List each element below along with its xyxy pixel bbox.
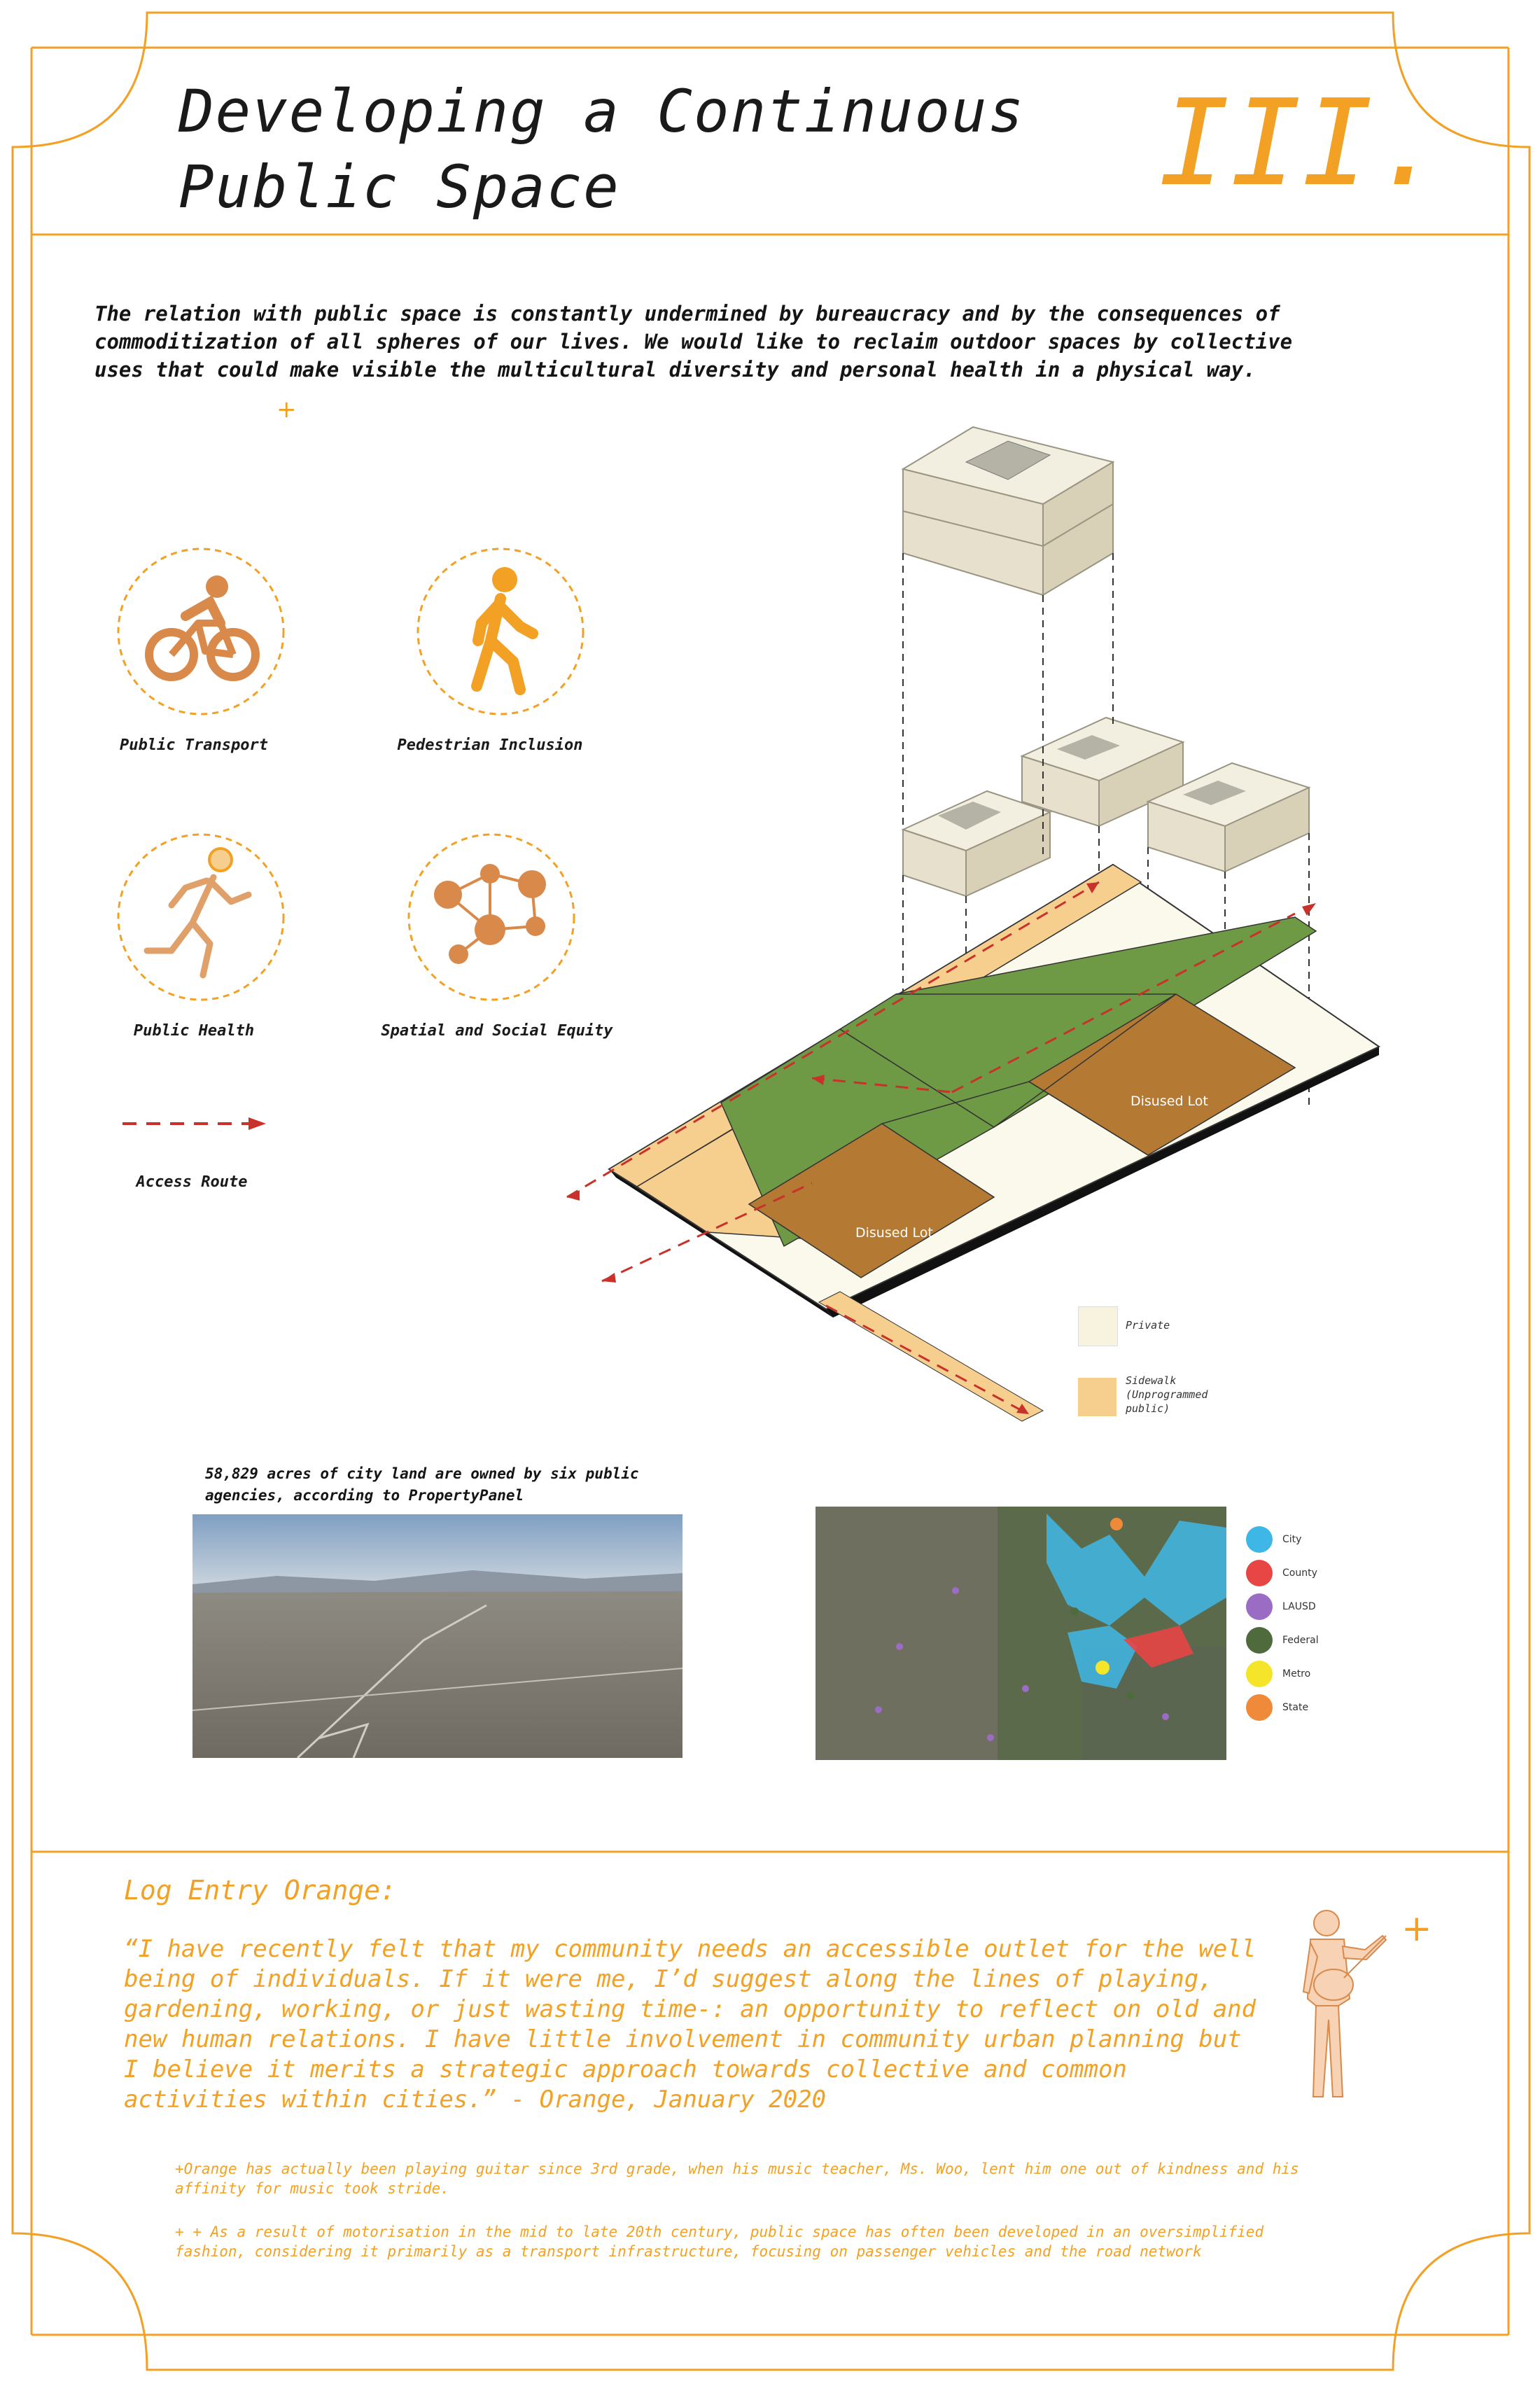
icon-label-public-health: Public Health <box>133 1022 255 1040</box>
photo-caption: 58,829 acres of city land are owned by six public agencies, according to PropertyPanel <box>205 1465 639 1504</box>
map-legend-swatch-city <box>1246 1526 1273 1553</box>
guitar-player-figure <box>1288 1908 1393 2111</box>
land-ownership-map <box>816 1507 1226 1760</box>
log-entry-plus: + <box>1401 1908 1432 1950</box>
title-line-1: Developing a Continuous <box>178 77 1026 146</box>
page-title <box>178 74 1025 225</box>
building-top <box>903 427 1113 595</box>
footnote-1: +Orange has actually been playing guitar since 3rd grade, when his music teacher, Ms. Woo, lent him one out of kindness and his affinity for music took stride. <box>175 2160 1299 2197</box>
intro-paragraph <box>94 300 1326 384</box>
intro-plus: + <box>276 396 297 424</box>
building-left <box>903 791 1050 896</box>
map-legend-swatch-metro <box>1246 1661 1273 1687</box>
map-legend-label-lausd: LAUSD <box>1282 1601 1316 1612</box>
map-legend-swatch-state <box>1246 1694 1273 1721</box>
disused-lot-label-1: Disused Lot <box>1130 1094 1208 1109</box>
title-line-2: Public Space <box>178 153 620 221</box>
map-legend-label-federal: Federal <box>1282 1635 1319 1646</box>
icon-label-public-transport: Public Transport <box>120 736 268 754</box>
runner-icon <box>115 832 287 1003</box>
legend-swatch-private <box>1078 1306 1118 1346</box>
aerial-photo <box>192 1514 682 1758</box>
map-legend-label-county: County <box>1282 1567 1317 1579</box>
map-legend-swatch-lausd <box>1246 1593 1273 1620</box>
intro-text: The relation with public space is constantly undermined by bureaucracy and by the consequences of commoditization of all spheres of our lives. We would like to reclaim outdoor spaces by collective uses that could make visible the multicultural diversity and personal health in a physical way. <box>94 302 1293 382</box>
icon-label-pedestrian-inclusion: Pedestrian Inclusion <box>397 736 583 754</box>
log-entry-quote: “I have recently felt that my community needs an accessible outlet for the well being of individuals. If it were me, I’d suggest along the lines of playing, gardening, working, or just wasting time-: an opportunity to reflect on old and new human relations. I have little involvement in community urban planning but I believe it merits a strategic approach towards collective and common activities within cities.” - Orange, January 2020 <box>124 1935 1256 2114</box>
icon-label-spatial-social-equity: Spatial and Social Equity <box>381 1022 613 1040</box>
section-numeral: III. <box>1158 74 1446 213</box>
disused-lot-label-2: Disused Lot <box>855 1225 933 1241</box>
access-route-label: Access Route <box>136 1173 248 1191</box>
legend-label-sidewalk: Sidewalk (Unprogrammed public) <box>1126 1374 1208 1415</box>
legend-label-private: Private <box>1126 1319 1170 1332</box>
legend-swatch-sidewalk <box>1078 1378 1116 1416</box>
footnote-2: + + As a result of motorisation in the mid to late 20th century, public space has often been developed in an oversimplified fashion, considering it primarily as a transport infrastructure, focusing on passenger vehicles and the road network <box>175 2223 1264 2260</box>
access-route-arrow <box>119 1113 273 1134</box>
map-legend-label-metro: Metro <box>1282 1668 1311 1680</box>
bicycle-icon <box>115 546 287 718</box>
map-legend-swatch-federal <box>1246 1627 1273 1654</box>
map-legend-label-city: City <box>1282 1534 1302 1545</box>
map-legend-swatch-county <box>1246 1560 1273 1586</box>
axonometric-diagram <box>560 420 1400 1428</box>
log-entry-title: Log Entry Orange: <box>124 1875 396 1906</box>
map-legend-label-state: State <box>1282 1702 1309 1713</box>
network-icon <box>406 832 578 1003</box>
